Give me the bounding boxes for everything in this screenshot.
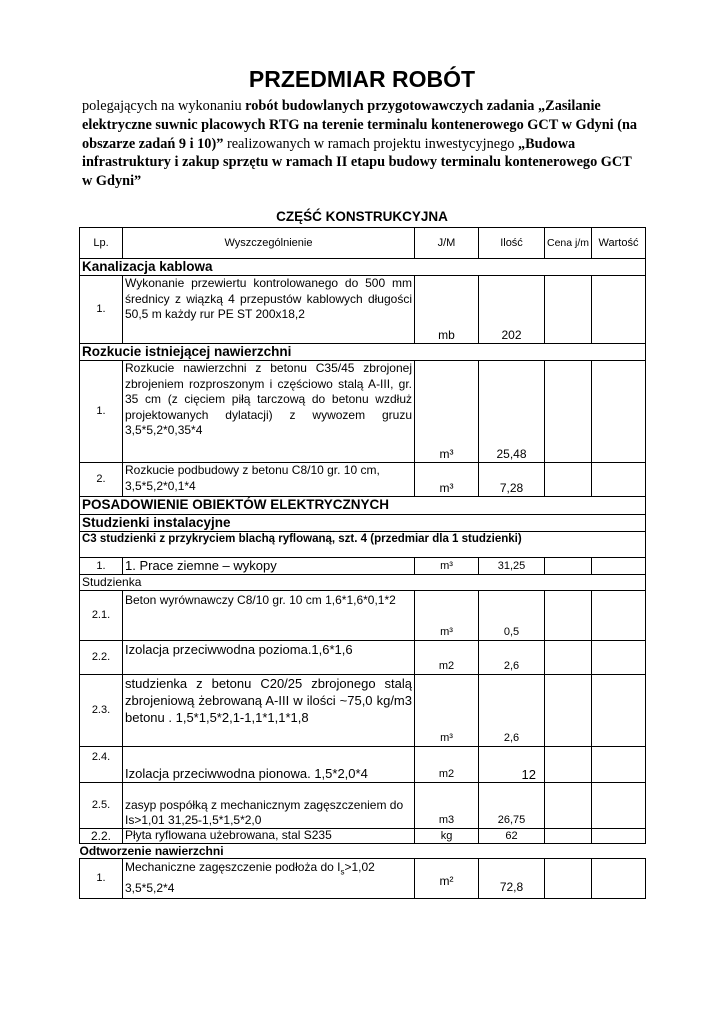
row-desc: Rozkucie nawierzchni z betonu C35/45 zbrojonej zbrojeniem rozproszonym i częściowo stalą A-III, gr. 35 cm (z cięciem piłą tarczową do betonu wzdłuż projektowanych dylatacji) z wywozem gruzu 3,5*5,2*0,35*4 [123,361,415,463]
row-desc: Płyta ryflowana użebrowana, stal S235 [123,829,415,844]
page-title: PRZEDMIAR ROBÓT [248,66,476,92]
row-qty: 26,75 [479,783,545,829]
row-desc: 1. Prace ziemne – wykopy [123,558,415,575]
row-desc: Wykonanie przewiertu kontrolowanego do 500 mm średnicy z wiązką 4 przepustów kablowych długości 50,5 m każdy rur PE ST 200x18,2 [123,276,415,344]
row-lp: 2.2. [80,641,123,675]
row-value [592,747,646,783]
table-row [80,591,646,641]
row-jm: m2 [415,641,479,675]
row-lp: 2.1. [80,591,123,641]
group-studzienka: Studzienka [80,575,646,591]
row-jm: kg [415,829,479,844]
row-qty: 2,6 [479,675,545,747]
group-row [80,259,646,276]
table-row [80,558,646,575]
row-qty: 31,25 [479,558,545,575]
row-lp: 2. [80,463,123,497]
row-desc: zasyp pospółką z mechanicznym zagęszczeniem do Is>1,01 31,25-1,5*1,5*2,0 [123,783,415,829]
group-c3: C3 studzienki z przykryciem blachą ryflowaną, szt. 4 (przedmiar dla 1 studzienki) [80,532,646,558]
section-title: CZĘŚĆ KONSTRUKCYJNA [276,209,448,224]
group-posadowienie: POSADOWIENIE OBIEKTÓW ELEKTRYCZNYCH [80,497,646,515]
row-lp: 1. [80,558,123,575]
intro-bold-2: „Budowa infrastruktury i zakup sprzętu w ramach II etapu budowy terminalu kontenerowego GCT w Gdyni” [82,135,632,190]
row-value [592,361,646,463]
row-desc: Izolacja przeciwwodna pozioma.1,6*1,6 [123,641,415,675]
header-qty: Ilość [479,228,545,259]
row-qty: 25,48 [479,361,545,463]
row-jm: m³ [415,463,479,497]
row-jm: m3 [415,783,479,829]
row-price [545,641,592,675]
row-jm: m³ [415,361,479,463]
row-lp: 1. [80,276,123,344]
row-jm: m² [415,859,479,899]
row-value [592,641,646,675]
row-value [592,675,646,747]
row-value [592,591,646,641]
row-desc-c: 3,5*5,2*4 [125,881,175,896]
intro-bold-1: robót budowlanych przygotowawczych zadania „Zasilanie elektryczne suwnic placowych RTG na terenie terminalu kontenerowego GCT w Gdyni (na obszarze zadań 9 i 10)” [82,98,638,152]
row-jm: m³ [415,558,479,575]
header-lp: Lp. [80,228,123,259]
header-price: Cena j/m [545,228,592,259]
row-qty: 202 [479,276,545,344]
row-price [545,747,592,783]
row-lp: 1. [80,859,123,899]
row-qty: 72,8 [479,859,545,899]
intro-paragraph [82,97,642,191]
table-row [80,675,646,747]
row-value [592,859,646,899]
group-row [80,575,646,591]
row-jm: m³ [415,675,479,747]
row-desc-b: >1,02 [344,860,375,874]
row-price [545,361,592,463]
row-lp: 2.2. [80,829,123,844]
group-row [80,497,646,515]
row-qty: 7,28 [479,463,545,497]
group-row [80,844,646,859]
table-row [80,276,646,344]
intro-text-2: realizowanych w ramach projektu inwestycyjnego [223,135,518,152]
row-desc: Izolacja przeciwwodna pionowa. 1,5*2,0*4 [123,747,415,783]
row-price [545,675,592,747]
header-jm: J/M [415,228,479,259]
row-desc: Beton wyrównawczy C8/10 gr. 10 cm 1,6*1,6*0,1*2 [123,591,415,641]
row-price [545,463,592,497]
row-lp: 2.4. [80,747,123,783]
table-header-row [80,228,646,259]
row-price [545,829,592,844]
row-value [592,558,646,575]
row-price [545,276,592,344]
table-row [80,641,646,675]
group-row [80,532,646,558]
row-qty: 2,6 [479,641,545,675]
table-row [80,361,646,463]
row-price [545,859,592,899]
header-value: Wartość [592,228,646,259]
row-value [592,829,646,844]
table-row [80,747,646,783]
intro-text-1: polegających na wykonaniu [82,98,246,114]
row-price [545,591,592,641]
row-jm: mb [415,276,479,344]
row-lp: 2.5. [80,783,123,829]
row-desc: studzienka z betonu C20/25 zbrojonego stalą zbrojeniową żebrowaną A-III w ilości ~75,0 kg/m3 betonu . 1,5*1,5*2,1-1,1*1,1*1,8 [123,675,415,747]
group-row [80,515,646,532]
row-price [545,558,592,575]
row-price [545,783,592,829]
group-row [80,344,646,361]
row-lp: 2.3. [80,675,123,747]
row-lp: 1. [80,361,123,463]
table-row [80,463,646,497]
group-kanalizacja: Kanalizacja kablowa [80,259,646,276]
header-desc: Wyszczególnienie [123,228,415,259]
row-qty: 0,5 [479,591,545,641]
table-row [80,829,646,844]
group-studzienki: Studzienki instalacyjne [80,515,646,532]
row-desc-sub: s [340,867,345,877]
row-value [592,463,646,497]
row-desc-a: Mechaniczne zagęszczenie podłoża do I [125,860,341,874]
row-jm: m³ [415,591,479,641]
row-value [592,276,646,344]
row-desc [123,859,415,899]
group-rozkucie: Rozkucie istniejącej nawierzchni [80,344,646,361]
group-odtworzenie: Odtworzenie nawierzchni [80,844,646,859]
row-qty: 12 [479,747,545,783]
table-row [80,859,646,899]
row-qty: 62 [479,829,545,844]
bill-of-quantities-table [79,227,646,899]
row-jm: m2 [415,747,479,783]
table-row [80,783,646,829]
row-desc: Rozkucie podbudowy z betonu C8/10 gr. 10 cm, 3,5*5,2*0,1*4 [123,463,415,497]
row-value [592,783,646,829]
